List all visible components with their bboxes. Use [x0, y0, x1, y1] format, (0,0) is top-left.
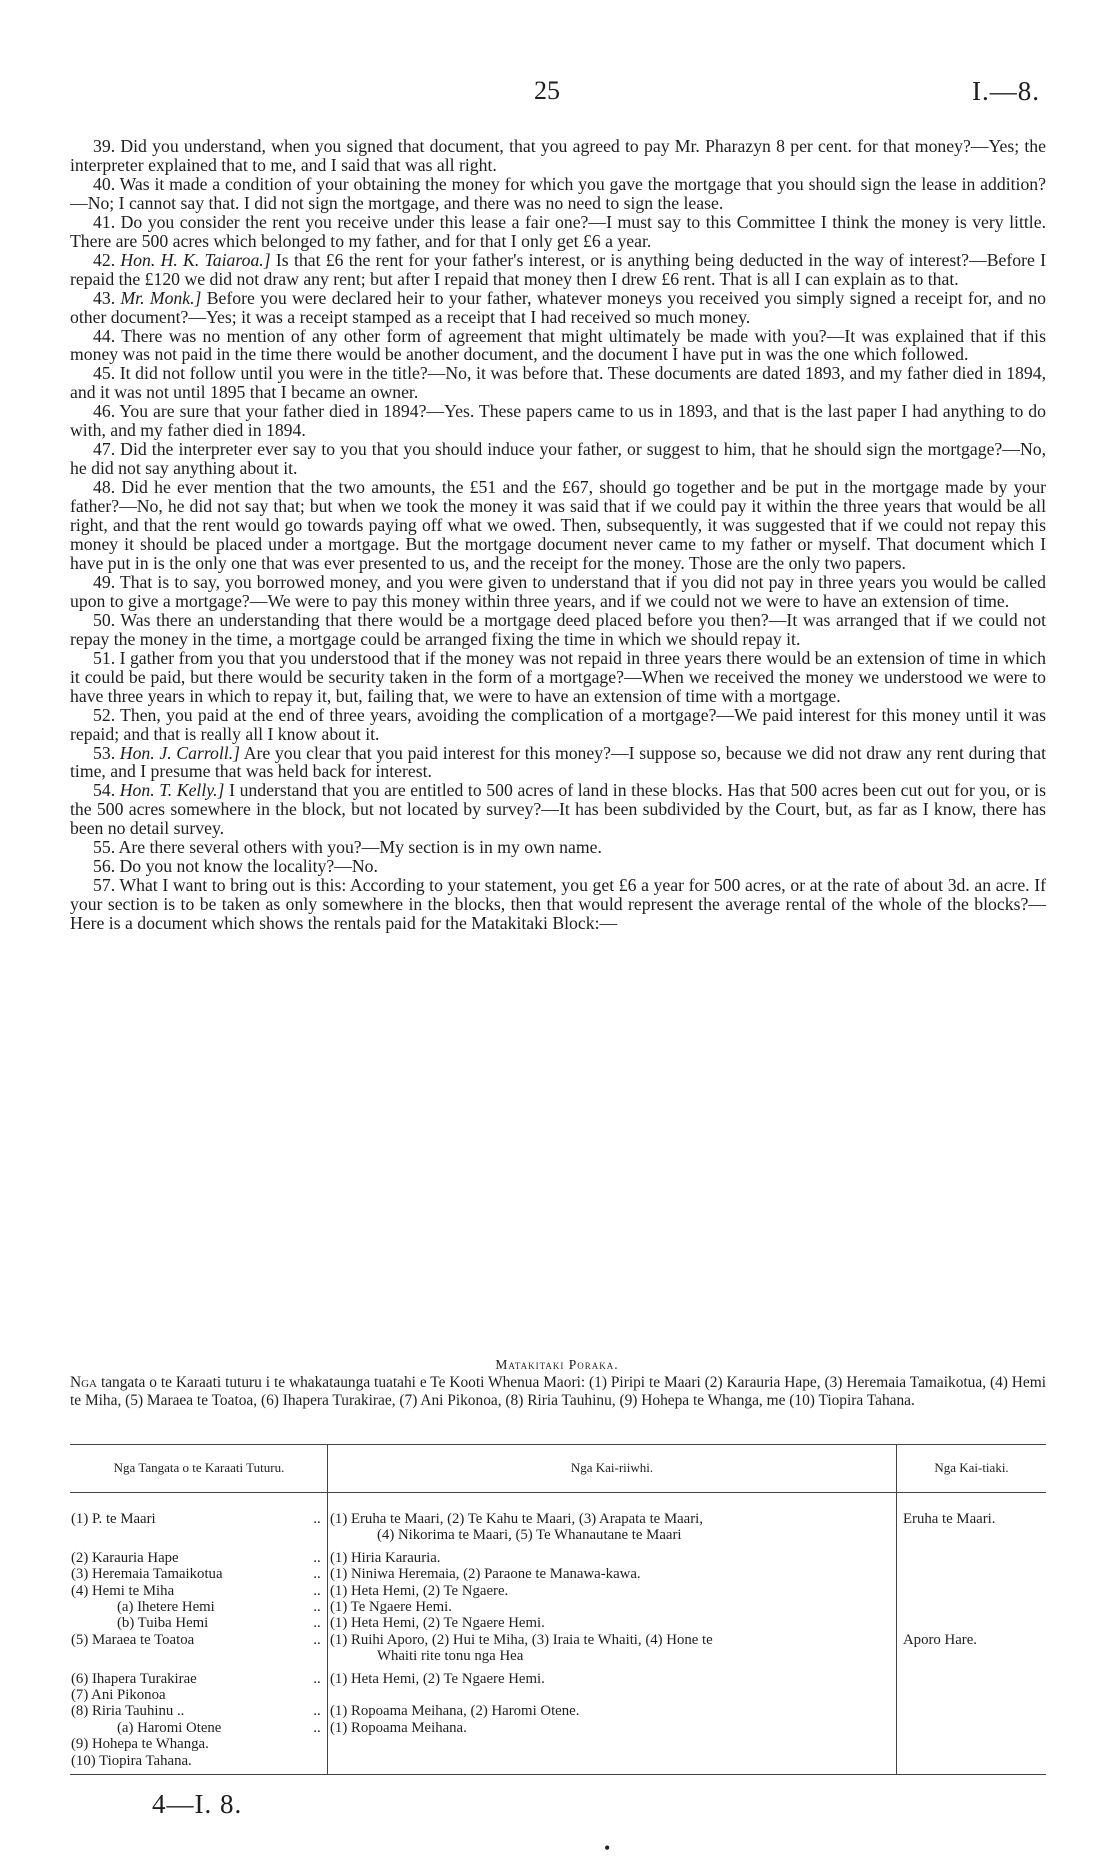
grantee-name: (6) Ihapera Turakirae: [71, 1670, 197, 1687]
question-number: 43.: [93, 287, 116, 308]
leader-dots: ..: [313, 1670, 321, 1687]
grantee-name: (9) Hohepa te Whanga.: [71, 1736, 209, 1753]
table-row: [71, 1599, 331, 1615]
paragraph: 39. Did you understand, when you signed that document, that you agreed to pay Mr. Pharazyn 8 per cent. for that money?—Yes; the interpreter explained that to me, and I said that was all right.: [70, 136, 1046, 175]
paragraph: 45. It did not follow until you were in the title?—No, it was before that. These documents are dated 1893, and my father died in 1894, and it was not until 1895 that I became an owner.: [70, 363, 1046, 403]
successor-entry: (1) Ropoama Meihana, (2) Haromi Otene.: [330, 1703, 580, 1720]
grantees-column: [71, 1511, 331, 1769]
paragraph-text: I understand that you are entitled to 500 acres of land in these blocks. Has that 500 acres been cut out for you, or is the 500 acres somewhere in the block, but not located by survey?—It has been subdivided by the Court, but, as far as I know, there has been no detail survey.: [70, 780, 1047, 839]
leader-dots: ..: [313, 1511, 321, 1527]
leader-dots: ..: [313, 1599, 321, 1616]
grantee-name: (5) Maraea te Toatoa: [71, 1631, 195, 1648]
grantee-name: (a) Ihetere Hemi: [117, 1599, 215, 1616]
table-row: [71, 1720, 331, 1736]
leader-dots: ..: [313, 1582, 321, 1599]
intro-lead: Nga: [70, 1374, 98, 1391]
evidence-text: [70, 137, 1046, 933]
grantee-name: (2) Karauria Hape: [71, 1549, 179, 1566]
table-bottom-rule: [70, 1774, 1046, 1775]
printer-signature: 4—I. 8.: [152, 1789, 243, 1819]
table-row: [71, 1566, 331, 1582]
paragraph: 41. Do you consider the rent you receive under this lease a fair one?—I must say to this Committee I think the money is very little. There are 500 acres which belonged to my father, and for that I only get £6 a year.: [70, 211, 1046, 251]
table-row: [71, 1753, 331, 1769]
paragraph-text: Before you were declared heir to your father, whatever moneys you received you simply signed a receipt for, and no other document?—Yes; it was a receipt stamped as a receipt that I had received so much money.: [70, 287, 1047, 327]
successor-entry: Whaiti rite tonu nga Hea: [377, 1648, 524, 1665]
successor-entry: (1) Eruha te Maari, (2) Te Kahu te Maari, (3) Arapata te Maari,: [330, 1511, 703, 1527]
paragraph: 48. Did he ever mention that the two amounts, the £51 and the £67, should go together and be put in the mortgage made by your father?—No, he did not say that; but when we took the money it was said that if we could pay it within the three years that would be all right, and that the rent would go towards paying off what we owed. Then, subsequently, it was suggested that if we could not repay this money it should be placed under a mortgage. But the mortgage document never came to my father or myself. That document which I have put in is the only one that was ever presented to us, and the receipt for the money. Those are the only two papers.: [70, 477, 1046, 573]
table-row: [71, 1671, 331, 1687]
paragraph: 57. What I want to bring out is this: According to your statement, you get £6 a year for 500 acres, or at the rate of about 3d. an acre. If your section is to be taken as only somewhere in the blocks, then that would represent the average rental of the whole of the blocks?—Here is a document which shows the rentals paid for the Matakitaki Block:—: [70, 875, 1046, 934]
question-number: 42.: [93, 249, 116, 270]
grantee-name: (1) P. te Maari: [71, 1511, 156, 1527]
paragraph: 49. That is to say, you borrowed money, and you were given to understand that if you did not pay in three years you would be called upon to give a mortgage?—We were to pay this money within three years, and if we could not we were to have an extension of time.: [70, 571, 1046, 611]
successor-entry: (1) Niniwa Heremaia, (2) Paraone te Manawa-kawa.: [330, 1566, 641, 1583]
section-title: Matakitaki Poraka.: [495, 1357, 619, 1372]
successor-entry: (1) Hiria Karauria.: [330, 1549, 441, 1566]
table-header-successors: Nga Kai-riiwhi.: [570, 1460, 654, 1475]
table-row: [71, 1550, 331, 1566]
leader-dots: ..: [313, 1549, 321, 1566]
paragraph: 47. Did the interpreter ever say to you that you should induce your father, or suggest to him, that he should sign the mortgage?—No, he did not say anything about it.: [70, 439, 1046, 479]
paragraph: 50. Was there an understanding that there would be a mortgage deed placed before you then?—It was arranged that if we could not repay the money in the time, a mortgage could be arranged fixing the time in which we should repay it.: [70, 609, 1046, 649]
successor-entry: (1) Heta Hemi, (2) Te Ngaere Hemi.: [330, 1670, 545, 1687]
table-row: [71, 1511, 331, 1527]
paragraph: 55. Are there several others with you?—My section is in my own name.: [93, 837, 602, 858]
table-row: [71, 1687, 331, 1703]
paragraph: 52. Then, you paid at the end of three years, avoiding the complication of a mortgage?—We paid interest for this money until it was repaid; and that is really all I know about it.: [70, 704, 1046, 744]
successor-entry: (4) Nikorima te Maari, (5) Te Whanautane te Maari: [377, 1527, 682, 1544]
document-reference: I.—8.: [972, 76, 1040, 106]
grantee-name: (a) Haromi Otene: [117, 1719, 222, 1736]
paragraph: [70, 251, 1046, 289]
grantee-name: (7) Ani Pikonoa: [71, 1687, 166, 1704]
paragraph: [70, 289, 1046, 327]
grantee-name: (8) Riria Tauhinu ..: [71, 1703, 185, 1720]
paragraph: 46. You are sure that your father died in 1894?—Yes. These papers came to us in 1893, and that is the last paper I had anything to do with, and my father died in 1894.: [70, 401, 1046, 441]
paragraph: [70, 781, 1046, 838]
speaker-name: Hon. T. Kelly.]: [119, 780, 225, 801]
speaker-name: Mr. Monk.]: [120, 287, 202, 308]
table-row: [71, 1736, 331, 1752]
leader-dots: ..: [313, 1719, 321, 1736]
grantee-name: (10) Tiopira Tahana.: [71, 1752, 192, 1769]
page-dot: •: [604, 1838, 611, 1858]
page-number: 25: [534, 76, 560, 105]
successor-entry: (1) Heta Hemi, (2) Te Ngaere.: [330, 1582, 509, 1599]
table-row: [71, 1583, 331, 1599]
table-row: [71, 1703, 331, 1719]
question-number: 53.: [93, 742, 116, 763]
section-intro: [70, 1374, 1046, 1409]
successor-entry: (1) Ruihi Aporo, (2) Hui te Miha, (3) Iraia te Whaiti, (4) Hone te: [330, 1631, 713, 1648]
successor-entry: (1) Heta Hemi, (2) Te Ngaere Hemi.: [330, 1615, 545, 1632]
paragraph: [70, 744, 1046, 782]
table-header-trustees: Nga Kai-tiaki.: [934, 1460, 1009, 1475]
paragraph: 44. There was no mention of any other form of agreement that might ultimately be made with you?—It was explained that if this money was not paid in the time there would be another document, and the document I have put in was the one which followed.: [70, 325, 1046, 365]
table-header-rule: [70, 1492, 1046, 1493]
speaker-name: Hon. J. Carroll.]: [119, 742, 241, 763]
leader-dots: ..: [313, 1615, 321, 1632]
grantee-name: (4) Hemi te Miha: [71, 1582, 175, 1599]
intro-text: tangata o te Karaati tuturu i te whakataunga tuatahi e Te Kooti Whenua Maori: (1) Piripi te Maari (2) Karauria Hape, (3) Heremaia Tamaikotua, (4) Hemi te Miha, (5) Maraea te Toatoa, (6) Ihapera Turakirae, (7) Ani Pikonoa, (8) Riria Tauhinu, (9) Hohepa te Whanga, me (10) Tiopira Tahana.: [70, 1374, 1046, 1409]
paragraph: 56. Do you not know the locality?—No.: [93, 856, 378, 877]
trustee-entry: Aporo Hare.: [903, 1631, 977, 1648]
successor-entry: (1) Ropoama Meihana.: [330, 1719, 467, 1736]
paragraph-text: Are you clear that you paid interest for this money?—I suppose so, because we did not draw any rent during that time, and I presume that was held back for interest.: [70, 742, 1046, 782]
leader-dots: ..: [313, 1703, 321, 1720]
leader-dots: ..: [313, 1631, 321, 1648]
question-number: 54.: [93, 780, 116, 801]
trustee-entry: Eruha te Maari.: [903, 1511, 996, 1527]
table-header-grantees: Nga Tangata o te Karaati Tuturu.: [113, 1460, 285, 1475]
paragraph: 40. Was it made a condition of your obtaining the money for which you gave the mortgage that you should sign the lease in addition?—No; I cannot say that. I did not sign the mortgage, and there was no need to sign the lease.: [70, 173, 1046, 213]
grantee-name: (3) Heremaia Tamaikotua: [71, 1566, 223, 1583]
table-row: [71, 1632, 331, 1648]
table-row: [71, 1615, 331, 1631]
speaker-name: Hon. H. K. Taiaroa.]: [120, 249, 271, 270]
grantee-name: (b) Tuiba Hemi: [117, 1615, 209, 1632]
table-top-rule: [70, 1444, 1046, 1445]
paragraph: 51. I gather from you that you understood that if the money was not repaid in three years there would be an extension of time in which it could be paid, but there would be security taken in the form of a mortgage?—When we received the money we understood we were to have three years in which to repay it, but, failing that, we were to have an extension of time with a mortgage.: [70, 647, 1046, 706]
leader-dots: ..: [313, 1566, 321, 1583]
trustees-column: [903, 1511, 1043, 1648]
paragraph-text: Is that £6 the rent for your father's interest, or is anything being deducted in the way of interest?—Before I repaid the £120 we did not draw any rent; but after I repaid that money then I drew £6 rent. That is all I can explain as to that.: [70, 249, 1047, 289]
successors-column: [330, 1511, 898, 1736]
successor-entry: (1) Te Ngaere Hemi.: [330, 1599, 452, 1616]
